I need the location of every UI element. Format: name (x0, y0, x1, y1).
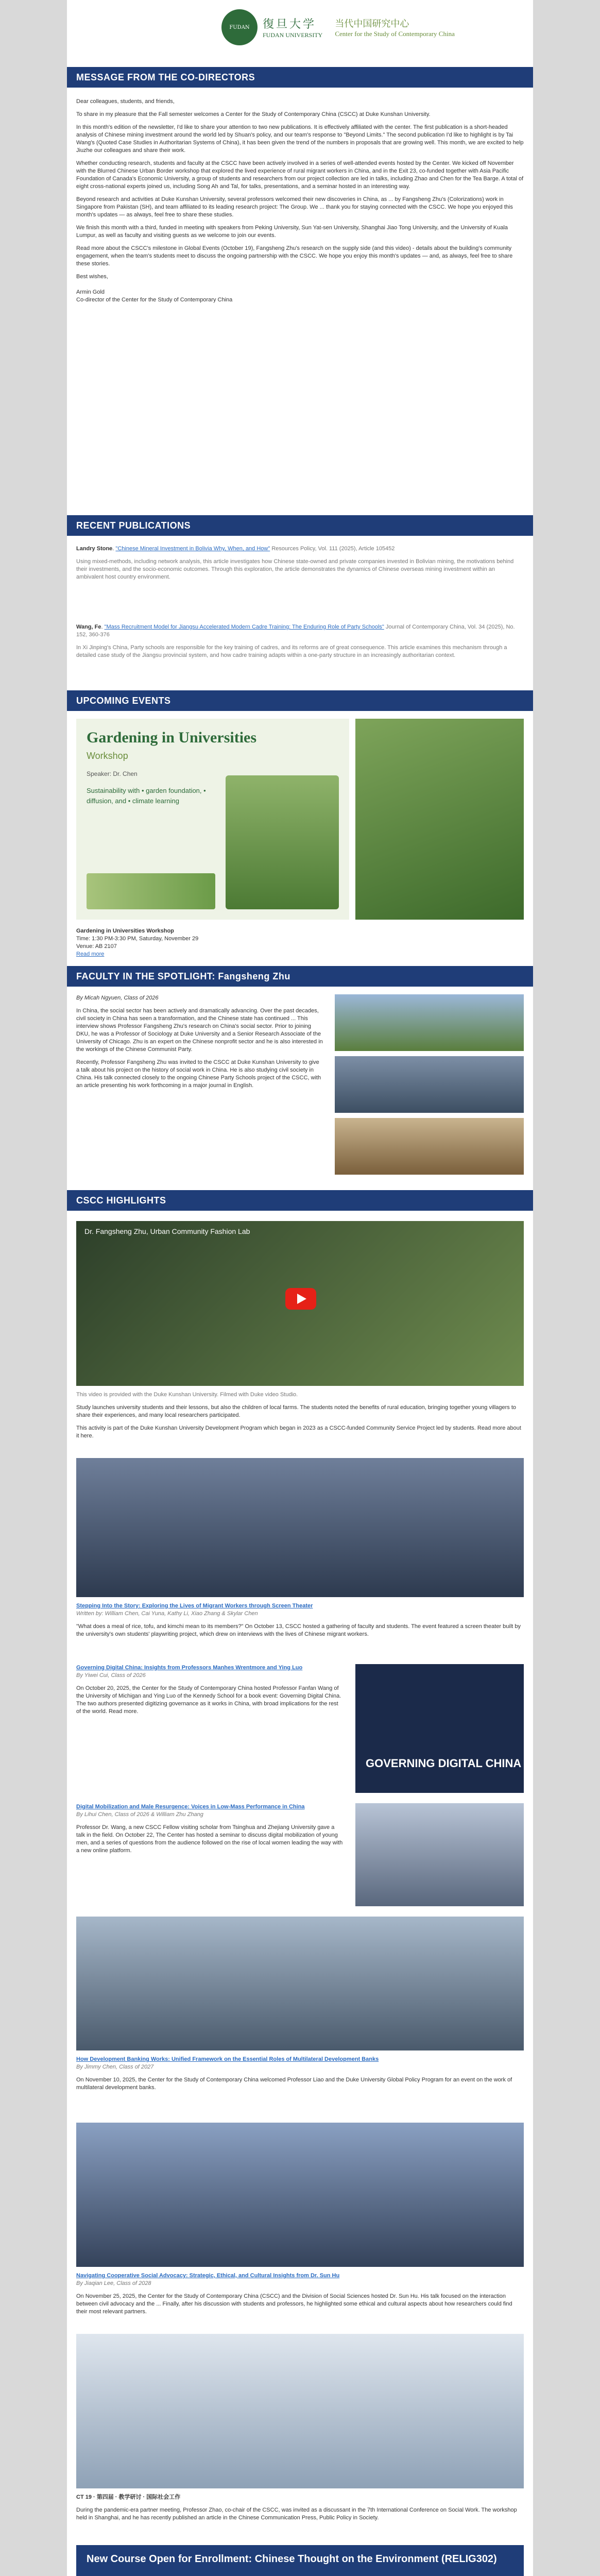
highlight-intro (76, 1391, 524, 1445)
section-header-highlights: CSCC HIGHLIGHTS (67, 1190, 533, 1211)
university-cn-name: 復旦大学 (263, 18, 317, 30)
highlight-6 (76, 2494, 524, 2527)
highlight-6-title: CT 19 · 第四届 · 教学研讨 · 国际社会工作 (76, 2494, 181, 2500)
highlight-p2: This activity is part of the Duke Kunshan University Development Program which began in 2023 as a CSCC-funded Community Service Project led by students. Read more about it here. (76, 1425, 521, 1439)
course-title: New Course Open for Enrollment: Chinese Thought on the Environment (RELIG302) (87, 2553, 497, 2565)
codirectors-p1: To share in my pleasure that the Fall semester welcomes a Center for the Study of Contemporary China (CSCC) at Duke Kunshan University. (76, 111, 431, 117)
pub1-author: Landry Stone (76, 546, 113, 552)
publication-2: Wang, Fe. "Mass Recruitment Model for Jiangsu Accelerated Modern Cadre Training: The Enduring Role of Party Schools" Journal of Contemporary China, Vol. 34 (2025), No. 152, 360-376 In Xi Jinping's China, Party schools are responsible for the key training of cadres, and its reforms are of great consequence. This article examines this mechanism through a detailed case study of the Jiangsu provincial system, and how cadre training adapts within a one-party structure in an increasingly authoritarian context. (76, 623, 524, 665)
highlight-1: Stepping Into the Story: Exploring the Lives of Migrant Workers through Screen Theater Written by: William Chen, Cai Yuna, Kathy Li, Xiao Zhang & Skylar Chen "What does a meal of rice, tofu, and kimchi mean to its members?" On October 13, CSCC hosted a gathering of faculty and students. The event featured a screen theater built by the university's own students' playwriting project, which drew on interviews with the lives of Chinese migrant workers. (76, 1602, 524, 1643)
center-en-name: Center for the Study of Contemporary China (335, 30, 455, 38)
event-name: Gardening in Universities Workshop (76, 928, 174, 934)
section-header-faculty: FACULTY IN THE SPOTLIGHT: Fangsheng Zhu (67, 966, 533, 987)
pub2-title-link[interactable]: "Mass Recruitment Model for Jiangsu Accelerated Modern Cadre Training: The Enduring Role of Party Schools" (104, 624, 384, 630)
highlight-4: How Development Banking Works: Unified Framework on the Essential Roles of Multilateral Development Banks By Jimmy Chen, Class of 2027 On November 10, 2025, the Center for the Study of Contemporary China welcomed Professor Liao and the Duke University Global Policy Program for an event on the work of multilateral development banks. (76, 2056, 524, 2097)
highlight-2-title[interactable]: Governing Digital China: Insights from Professors Manhes Wrentmore and Ying Luo (76, 1665, 303, 1671)
pub2-abstract: In Xi Jinping's China, Party schools are responsible for the key training of cadres, and its reforms are of great consequence. This article examines this mechanism through a detailed case study of the Jiangsu provincial system, and how cadre training adapts within a one-party structure in an increasingly authoritarian context. (76, 645, 507, 658)
pub1-title-link[interactable]: "Chinese Mineral Investment in Bolivia Why, When, and How" (115, 546, 270, 552)
codirectors-p2: In this month's edition of the newsletter, I'd like to share your attention to two new publications. It is effectively affiliated with the center. The first publication is a short-headed analysis of Chinese mining investment around the world led by Shuan's policy, and our team's response to "Beyond Limits." The second publication I'd like to highlight is by Tai Wang's (Quoted Case Studies in Authoritarian Systems of China), it has been given the trend of the numbers in proposals that are growing well. This month, we are excited to help Jiuzhe our colleagues and share their work. (76, 124, 524, 154)
highlight-2-text: On October 20, 2025, the Center for the Study of Contemporary China hosted Professor Fanfan Wang of the University of Michigan and Ying Luo of the Kennedy School for a book event: Governing Digital China. The two authors presented digitizing governance as it works in China, with broad implications for the rest of the world. Read more. (76, 1685, 341, 1715)
poster-title: Gardening in Universities (87, 729, 257, 746)
highlight-4-photo (76, 1917, 524, 2050)
highlight-6-text: During the pandemic-era partner meeting, Professor Zhao, co-chair of the CSCC, was invited as a discussant in the 7th International Conference on Social Work. The workshop held in Shanghai, and he has recently published an article in the Chinese Communication Press, Public Policy in Society. (76, 2507, 517, 2521)
highlight-3-text: Professor Dr. Wang, a new CSCC Fellow visiting scholar from Tsinghua and Zhejiang University gave a talk in the field. On October 22, The Center has hosted a seminar to discuss digital mobilization of young men, and a series of questions from the audience followed on the rise of local women leading the way with a new online platform. (76, 1824, 343, 1854)
video-caption: This video is provided with the Duke Kunshan University. Filmed with Duke video Studio. (76, 1392, 298, 1398)
highlight-photo-screen-theater (76, 1458, 524, 1597)
pub2-author: Wang, Fe (76, 624, 101, 630)
event-poster[interactable] (76, 719, 349, 920)
section-header-publications: RECENT PUBLICATIONS (67, 515, 533, 536)
highlight-3-title[interactable]: Digital Mobilization and Male Resurgence: Voices in Low-Mass Performance in China (76, 1804, 305, 1810)
garden-photo (226, 775, 339, 909)
codirectors-message (76, 98, 524, 309)
garden-photo-2 (87, 873, 215, 909)
course-banner (76, 2545, 524, 2576)
pub1-abstract: Using mixed-methods, including network analysis, this article investigates how Chinese state-owned and private companies invested in Bolivian mining, the motivations behind their investments, and the socio-economic outcomes. Through this exploration, the article demonstrates the dynamics of Chinese overseas mining investment within an ambivalent host country environment. (76, 558, 514, 580)
logo-text (263, 15, 322, 39)
greeting: Dear colleagues, students, and friends, (76, 98, 175, 105)
event-details (76, 927, 524, 963)
highlight-p1: Study launches university students and their lessons, but also the children of local farms. The students noted the benefits of rural education, bringing together young villagers to share their experiences, and many local researchers participated. (76, 1404, 517, 1418)
university-en-name: FUDAN UNIVERSITY (263, 31, 323, 39)
faculty-article (76, 994, 323, 1095)
publication-1: Landry Stone. "Chinese Mineral Investment in Bolivia Why, When, and How" Resources Policy, Vol. 111 (2025), Article 105452 Using mixed-methods, including network analysis, this article investigates how Chinese state-owned and private companies invested in Bolivian mining, the motivations behind their investments, and the socio-economic outcomes. Through this exploration, the article demonstrates the dynamics of Chinese overseas mining investment within an ambivalent host country environment. (76, 545, 524, 586)
university-seal: FUDAN (221, 9, 258, 45)
event-read-more-link[interactable]: Read more (76, 951, 105, 957)
play-icon[interactable] (285, 1288, 316, 1310)
faculty-photo-3 (335, 1118, 524, 1175)
book-title: GOVERNING DIGITAL CHINA (366, 1757, 522, 1770)
highlight-3-photo (355, 1803, 524, 1906)
section-header-events: UPCOMING EVENTS (67, 690, 533, 711)
header (67, 0, 533, 67)
newsletter-body (67, 0, 533, 2576)
codirectors-p5: We finish this month with a third, funded in meeting with speakers from Peking University, Sun Yat-sen University, Shanghai Jiao Tong University, and the University of Kuala Lumpur, as well as faculty and visiting guests as we welcome to join our events. (76, 225, 508, 239)
highlight-1-title[interactable]: Stepping Into the Story: Exploring the Lives of Migrant Workers through Screen Theater (76, 1603, 313, 1609)
book-cover (355, 1664, 524, 1793)
faculty-photo-1 (335, 994, 524, 1051)
highlight-video[interactable] (76, 1221, 524, 1386)
highlight-3: Digital Mobilization and Male Resurgence: Voices in Low-Mass Performance in China By Lihui Chen, Class of 2026 & William Zhu Zhang Professor Dr. Wang, a new CSCC Fellow visiting scholar from Tsinghua and Zhejiang University gave a talk in the field. On October 22, The Center has hosted a seminar to discuss digital mobilization of young men, and a series of questions from the audience followed on the rise of local women leading the way with a new online platform. (76, 1803, 344, 1860)
faculty-p2: Recently, Professor Fangsheng Zhu was invited to the CSCC at Duke Kunshan University to give a talk about his project on the history of social work in China. He is also studying civil society in China. His talk connected closely to the ongoing Chinese Party Schools project of the CSCC, with an article presenting his work forthcoming in a major journal in English. (76, 1059, 321, 1089)
highlight-1-text: "What does a meal of rice, tofu, and kimchi mean to its members?" On October 13, CSCC hosted a gathering of faculty and students. The event featured a screen theater built by the university's own students' playwriting project, which drew on interviews with the lives of Chinese migrant workers. (76, 1623, 521, 1637)
codirectors-p3: Whether conducting research, students and faculty at the CSCC have been actively involved in a series of well-attended events hosted by the Center. We kicked off November with the Blurred Chinese Urban Border workshop that explored the lived experience of rural migrant workers in China, and in the Exit 23, co-funded together with Asia Pacific Foundation of Canada's Economic University, a group of students and researchers from our project collection are led in talks, including Zhao and Chen for the Tea Barge. A total of eight cross-national experts joined us, including Song Ah and Tal, for talks, presentations, and a seminar hosted in an interesting way. (76, 160, 524, 190)
video-title: Dr. Fangsheng Zhu, Urban Community Fashion Lab (84, 1227, 250, 1235)
faculty-p1: In China, the social sector has been actively and dramatically advancing. Over the past decades, civil society in China has seen a transformation, and the Chinese state has continued ... This interview shows Professor Fangsheng Zhu's research on China's social sector. Prior to joining DKU, he was a Professor of Sociology at Duke University and a Senior Research Associate of the University of Chicago. Zhu is an expert on the Chinese nonprofit sector and he is also interested in the workings of the Chinese Communist Party. (76, 1008, 323, 1053)
highlight-4-text: On November 10, 2025, the Center for the Study of Contemporary China welcomed Professor Liao and the Duke University Global Policy Program for an event on the work of multilateral development banks. (76, 2077, 512, 2091)
poster-sub: Workshop (87, 751, 128, 761)
section-header-codirectors: MESSAGE FROM THE CO-DIRECTORS (67, 67, 533, 88)
event-photo (355, 719, 524, 920)
highlight-2: Governing Digital China: Insights from Professors Manhes Wrentmore and Ying Luo By Yiwei Cui, Class of 2026 On October 20, 2025, the Center for the Study of Contemporary China hosted Professor Fanfan Wang of the University of Michigan and Ying Luo of the Kennedy School for a book event: Governing Digital China. The two authors presented digitizing governance as it works in China, with broad implications for the rest of the world. Read more. (76, 1664, 344, 1721)
highlight-5: Navigating Cooperative Social Advocacy: Strategic, Ethical, and Cultural Insights from Dr. Sun Hu By Jiaqian Lee, Class of 2028 On November 25, 2025, the Center for the Study of Contemporary China (CSCC) and the Division of Social Sciences hosted Dr. Sun Hu. His talk focused on the interaction between civil advocacy and the ... Finally, after his discussion with students and professors, he highlighted some ethical and cultural aspects about how researchers could find their most relevant partners. (76, 2272, 524, 2321)
poster-meta: Speaker: Dr. Chen (87, 770, 138, 777)
faculty-byline: By Micah Ngyuen, Class of 2026 (76, 995, 159, 1001)
signoff: Best wishes, Armin Gold Co-director of the Center for the Study of Contemporary China (76, 274, 233, 303)
highlight-6-photo (76, 2334, 524, 2488)
faculty-photo-2 (335, 1056, 524, 1113)
logo (221, 9, 455, 45)
codirectors-p6: Read more about the CSCC's milestone in Global Events (October 19), Fangsheng Zhu's research on the supply side (and this video) - details about the building's community engagement, when the team's students meet to discuss the ongoing partnership with the CSCC. We hope you enjoy this month's updates — and, as always, feel free to share these stories. (76, 245, 513, 267)
center-cn-name: 当代中国研究中心 (335, 19, 409, 29)
highlight-4-title[interactable]: How Development Banking Works: Unified Framework on the Essential Roles of Multilateral Development Banks (76, 2056, 379, 2062)
codirectors-p4: Beyond research and activities at Duke Kunshan University, several professors welcomed their new discoveries in China, as ... by Fangsheng Zhu's (Colorizations) work in Singapore from Pakistan (SH), and team affiliated to its leading research project: The Group. We ... thank you for staying connected with the CSCC. We hope you enjoyed this month's updates — as always, feel free to share these studies. (76, 196, 513, 218)
event-venue: Venue: AB 2107 (76, 943, 117, 950)
center-name (335, 16, 455, 38)
event-time: Time: 1:30 PM-3:30 PM, Saturday, November 29 (76, 936, 199, 942)
highlight-5-text: On November 25, 2025, the Center for the Study of Contemporary China (CSCC) and the Division of Social Sciences hosted Dr. Sun Hu. His talk focused on the interaction between civil advocacy and the ... Finally, after his discussion with students and professors, he highlighted some ethical and cultural aspects about how researchers could find their most relevant partners. (76, 2293, 512, 2315)
poster-bullets: Sustainability with • garden foundation, • diffusion, and • climate learning (87, 787, 206, 805)
highlight-5-photo (76, 2123, 524, 2267)
highlight-5-title[interactable]: Navigating Cooperative Social Advocacy: Strategic, Ethical, and Cultural Insights from Dr. Sun Hu (76, 2273, 340, 2279)
